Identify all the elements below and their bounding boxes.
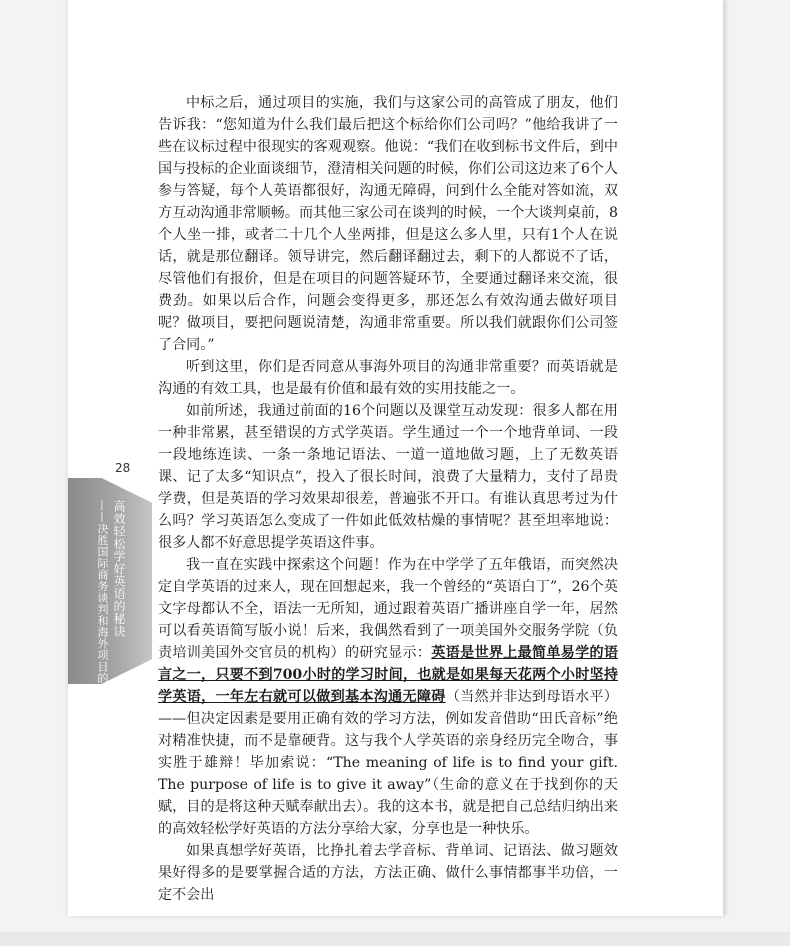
page-number: 28 [115, 461, 131, 475]
side-book-subtitle: ——决胜国际商务谈判和海外项目的看家本领 [96, 500, 109, 730]
chapter-side-tab [68, 478, 152, 684]
next-page-edge [0, 932, 790, 946]
highlighted-research-finding: 英语是世界上最简单易学的语言之一，只要不到700小时的学习时间，也就是如果每天花两个小时坚持学英语，一年左右就可以做到基本沟通无障碍 [158, 645, 618, 705]
paragraph-5: 如果真想学好英语，比挣扎着去学音标、背单词、记语法、做习题效果好得多的是要掌握合适的方法，方法正确、做什么事情都事半功倍，一定不会出 [158, 843, 618, 903]
paragraph-4 [158, 554, 618, 840]
paragraph-4-intro: 我一直在实践中探索这个问题！作为在中学学了五年俄语，而突然决定自学英语的过来人，现在回想起来，我一个曾经的“英语白丁”，26个英文字母都认不全，语法一无所知，通过跟着英语广播讲座自学一年，居然可以看英语简写版小说！后来，我偶然看到了一项美国外交服务学院（负责培训美国外交官员的机构）的研究显示： [158, 557, 618, 661]
paragraph-4-rest: （当然并非达到母语水平）——但决定因素是要用正确有效的学习方法，例如发音借助“田氏音标”绝对精准快捷，而不是靠硬背。这与我个人学英语的亲身经历完全吻合，事实胜于雄辩！毕加索说：“The meaning of life is to find your gift. The purpose of life is to give it away”（生命的意义在于找到你的天赋，目的是将这种天赋奉献出去）。我的这本书，就是把自己总结归纳出来的高效轻松学好英语的方法分享给大家，分享也是一种快乐。 [158, 689, 619, 837]
side-book-title: 高效轻松学好英语的秘诀 [112, 500, 126, 638]
paragraph-1: 中标之后，通过项目的实施，我们与这家公司的高管成了朋友，他们告诉我：“您知道为什么我们最后把这个标给你们公司吗？”他给我讲了一些在议标过程中很现实的客观观察。他说：“我们在收到标书文件后，到中国与投标的企业面谈细节，澄清相关问题的时候，你们公司这边来了6个人参与答疑，每个人英语都很好，沟通无障碍，问到什么全能对答如流，双方互动沟通非常顺畅。而其他三家公司在谈判的时候，一个大谈判桌前，8个人坐一排，或者二十几个人坐两排，但是这么多人里，只有1个人在说话，就是那位翻译。领导讲完，然后翻译翻过去，剩下的人都说不了话，尽管他们有报价，但是在项目的问题答疑环节，全要通过翻译来交流，很费劲。如果以后合作，问题会变得更多，那还怎么有效沟通去做好项目呢？做项目，要把问题说清楚，沟通非常重要。所以我们就跟你们公司签了合同。” [158, 95, 618, 353]
body-text [158, 92, 618, 906]
paragraph-2: 听到这里，你们是否同意从事海外项目的沟通非常重要？而英语就是沟通的有效工具，也是最有价值和最有效的实用技能之一。 [158, 359, 618, 397]
paragraph-3: 如前所述，我通过前面的16个问题以及课堂互动发现：很多人都在用一种非常累，甚至错误的方式学英语。学生通过一个一个地背单词、一段一段地练连读、一条一条地记语法、一道一道地做习题，上了无数英语课、记了太多“知识点”，投入了很长时间，浪费了大量精力，支付了昂贵学费，但是英语的学习效果却很差，普遍张不开口。有谁认真思考过为什么吗？学习英语怎么变成了一件如此低效枯燥的事情呢？甚至坦率地说：很多人都不好意思提学英语这件事。 [158, 403, 618, 551]
